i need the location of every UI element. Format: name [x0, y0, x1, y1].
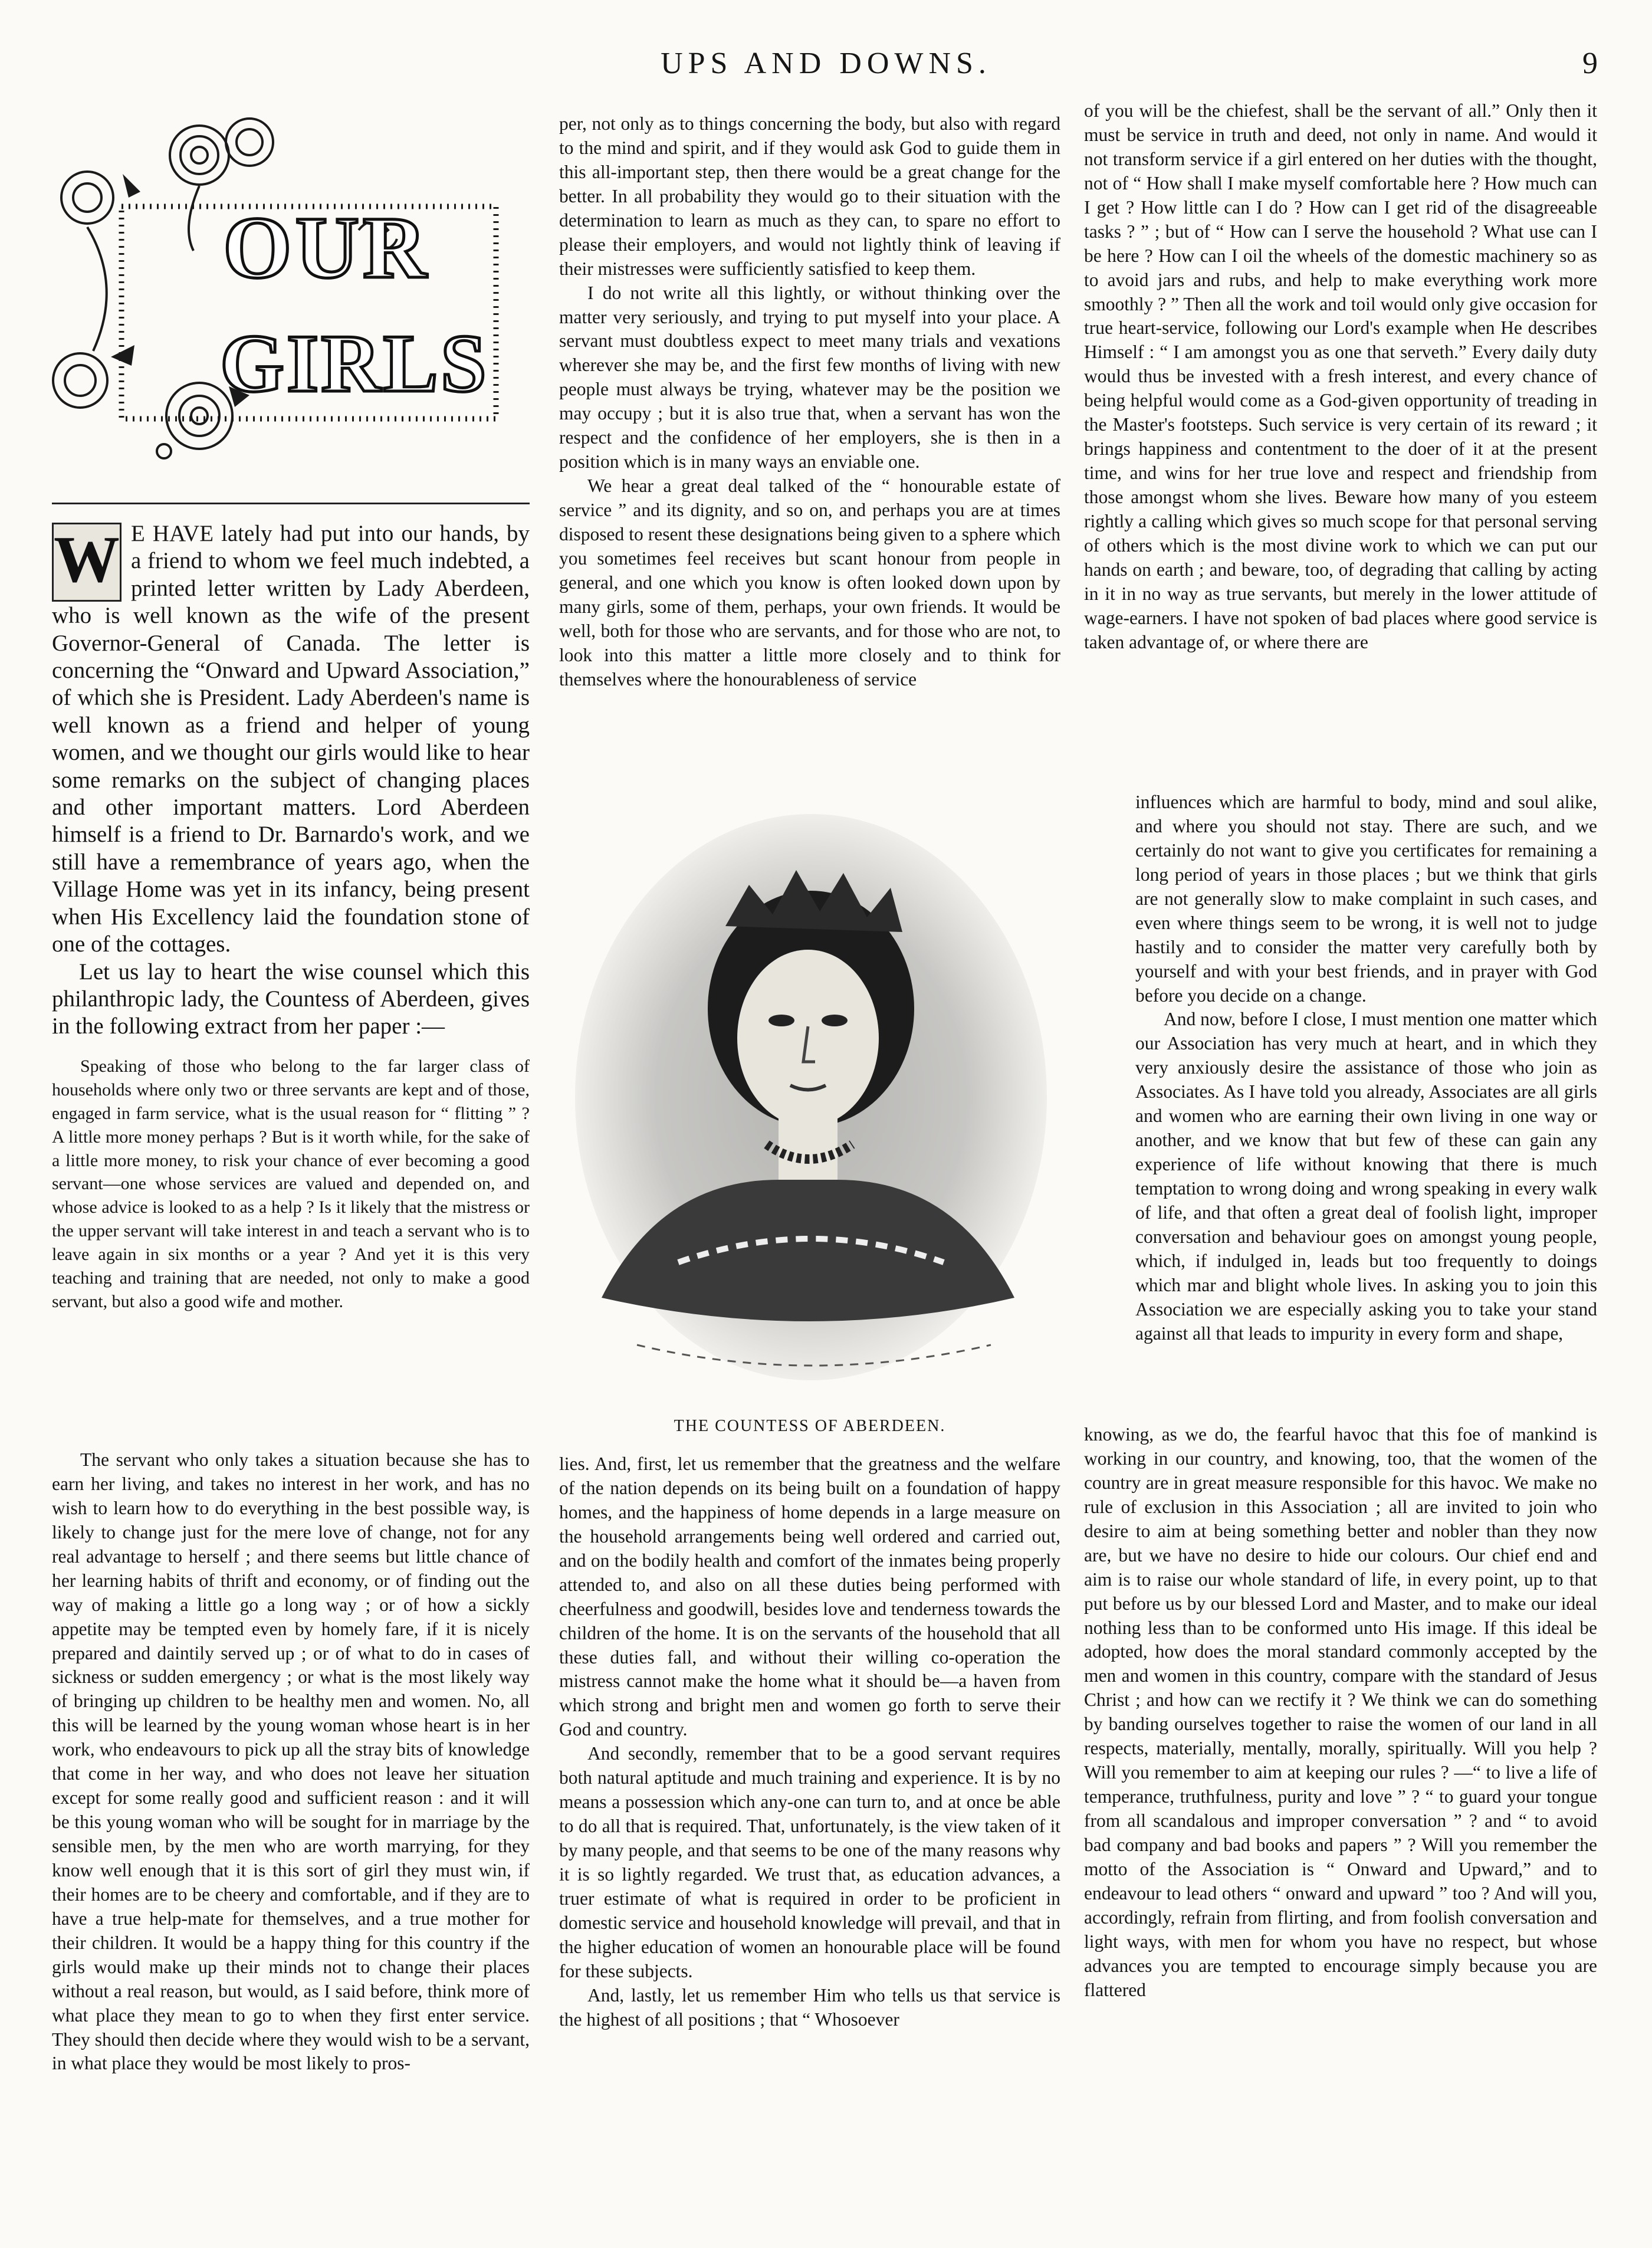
col2-top-text: [559, 112, 1060, 692]
col1-bottom-text: [52, 1448, 530, 2076]
our-girls-heading-art: [52, 109, 500, 463]
running-header: UPS AND DOWNS.: [661, 47, 991, 80]
portrait-illustration: [531, 814, 1091, 1404]
heading-rule: [52, 503, 530, 504]
col3-mid-text: [1135, 790, 1597, 1346]
col3-top-text: [1084, 99, 1597, 655]
col2-bottom-text: [559, 1452, 1060, 2032]
col2-bottom-paragraph-3: And, lastly, let us remember Him who tells us that service is the highest of all positions ; that “ Whosoever: [559, 1984, 1060, 2030]
drop-cap: W: [52, 523, 121, 602]
intro-section: [52, 520, 530, 1041]
col3-bottom-text: [1084, 1423, 1597, 2003]
col3-mid-paragraph-1: influences which are harmful to body, mind and soul alike, and where you should not stay. There are such, and we certainly do not want to give you certificates for remaining a long period of years in those places ; but we think that girls are not generally slow to make complaint in such cases, and even where things seem to be wrong, it is well not to judge hastily and to consider the matter very carefully both by yourself and with your best friends, and in prayer with God before you decide on a change.: [1135, 792, 1597, 1006]
col2-bottom-paragraph-1: lies. And, first, let us remember that the greatness and the welfare of the nation depends on its being built on a foundation of happy homes, and the happiness of home depends in a large measure on the household arrangements being well ordered and carried out, and on the bodily health and comfort of the inmates being properly attended to, and also on all these duties being performed with cheerfulness and goodwill, besides love and tenderness towards the children of the home. It is on the servants of the household that all these duties fall, and without their willing co-operation the mistress cannot make the home what it should be—a haven from which strong and bright men and women go forth to serve their God and country.: [559, 1453, 1060, 1740]
countess-portrait-icon: [531, 814, 1091, 1404]
col2-paragraph-3: We hear a great deal talked of the “ honourable estate of service ” and its dignity, and so on, and perhaps you are at times disposed to resent these designations being given to a sphere which you sometimes feel receives but scant honour from people in general, and one which you know is often looked down upon by many girls, some of them, perhaps, your own friends. It would be well, both for those who are servants, and for those who are not, to look into this matter a little more closely and to think for themselves where the honourableness of service: [559, 475, 1060, 690]
col2-bottom-paragraph-2: And secondly, remember that to be a good servant requires both natural aptitude and much training and experience. It is by no means a possession which any-one can turn to, and at once be able to do all that is required. That, unfortunately, is the view taken of it by many people, and that seems to be one of the many reasons why it is so lightly regarded. We trust that, as education advances, a truer estimate of what is required in order to be proficient in domestic service and household knowledge will prevail, and that in the higher education of women an honourable place will be found for these subjects.: [559, 1743, 1060, 1981]
floral-ornament-icon: [52, 109, 500, 463]
intro-paragraph: E HAVE lately had put into our hands, by a friend to whom we feel much indebted, a printed letter written by Lady Aberdeen, who is well known as the wife of the present Governor-General of Canada. The letter is concerning the “Onward and Upward Association,” of which she is President. Lady Aberdeen's name is well known as a friend and helper of young women, and we thought our girls would like to hear some remarks on the subject of changing places and other important matters. Lord Aberdeen himself is a friend to Dr. Barnardo's work, and we still have a remembrance of years ago, when the Village Home was yet in its infancy, being present when His Excellency laid the foundation stone of one of the cottages.: [52, 521, 530, 957]
extract-quote: [52, 1055, 530, 1314]
intro-paragraph-2: Let us lay to heart the wise counsel which this philanthropic lady, the Countess of Aberdeen, gives in the following extract from her paper :—: [52, 959, 530, 1039]
col3-bottom-paragraph: knowing, as we do, the fearful havoc that this foe of mankind is working in our country, and knowing, too, that the women of the country are in great measure responsible for this havoc. We make no rule of exclusion in this Association ; all are invited to join who desire to aim at being something better and nobler than they now are, but we have no desire to hide our colours. Our chief end and aim is to raise our whole standard of life, in every point, up to that put before us by our blessed Lord and Master, and to make our ideal nothing less than to be conformed unto His image. If this ideal be adopted, how does the moral standard commonly accepted by the men and women in this country, compare with the standard of Jesus Christ ; and how can we rectify it ? We think we can do something by banding ourselves together to raise the women of our land in all respects, materially, mentally, morally, spiritually. Will you help ? Will you remember to aim at keeping our rules ? —“ to live a life of temperance, truthfulness, purity and love ” ? “ to guard your tongue from all scandalous and improper conversation ” ? and “ to avoid bad company and bad books and papers ” ? Will you remember the motto of the Association is “ Onward and Upward,” and to endeavour to lead others “ onward and upward ” too ? And will you, accordingly, refrain from flirting, and from foolish conversation and light ways, with men for whom you have no respect, but whose advances you are tempted to encourage simply because you are flattered: [1084, 1424, 1597, 2000]
servant-paragraph: The servant who only takes a situation because she has to earn her living, and takes no interest in her work, and has no wish to learn how to do everything in the best possible way, is likely to change just for the mere love of change, not for any real advantage to herself ; and there seems but little chance of her learning habits of thrift and economy, or of finding out the way of making a little go a long way ; or of how a sickly appetite may be tempted even by homely fare, if it is nicely prepared and daintily served up ; or of what to do in cases of sickness or sudden emergency ; or what is the most likely way of bringing up children to be healthy men and women. No, all this will be learned by the young woman whose heart is in her work, who endeavours to pick up all the stray bits of knowledge that come in her way, and who does not leave her situation except for some really good and sufficient reason : and it will be this young woman who will be sought for in marriage by the sensible men, by the men who are worth marrying, for they know well enough that it is this sort of girl they must win, if their homes are to be cheery and comfortable, and if they are to have a true help-mate for themselves, and a true mother for their children. It would be a happy thing for this country if the girls would make up their minds not to change their places without a real reason, but would, as I said before, think more of what place they mean to go to when they first enter service. They should then decide where they would wish to be a servant, in what place they would be most likely to pros-: [52, 1449, 530, 2074]
heading-our: OUR: [223, 199, 431, 297]
page-number: 9: [1582, 47, 1598, 80]
col2-paragraph-1: per, not only as to things concerning the body, but also with regard to the mind and spirit, and if they would ask God to guide them in this all-important step, then there would be a great change for the better. In all probability they would go to their situation with the determination to learn as much as they can, to spare no effort to please their employers, and would not lightly think of leaving if their mistresses were sufficiently satisfied to keep them.: [559, 113, 1060, 279]
quote-paragraph: Speaking of those who belong to the far larger class of households where only two or three servants are kept and of those, engaged in farm service, what is the usual reason for “ flitting ” ? A little more money perhaps ? But is it worth while, for the sake of a little more money, to risk your chance of ever becoming a good servant—one whose services are valued and depended on, and whose advice is looked to as a help ? Is it likely that the mistress or the upper servant will take interest in and teach a servant who is to leave again in six months or a year ? And yet it is this very teaching and training that are needed, not only to make a good servant, but also a good wife and mother.: [52, 1056, 530, 1311]
col3-mid-paragraph-2: And now, before I close, I must mention one matter which our Association has very much at heart, and in which they very anxiously desire the assistance of those who join as Associates. As I have told you already, Associates are all girls and women who are earning their own living in one way or another, and we know that but few of these can gain any experience of life without knowing that there is much temptation to wrong doing and wrong speaking in every walk of life, and that often a great deal of foolish light, improper conversation and behaviour goes on amongst young people, which, if indulged in, leads but too frequently to doings which mar and blight whole lives. In asking you to join this Association we are especially asking you to take your stand against all that leads to impurity in every form and shape,: [1135, 1009, 1597, 1344]
heading-girls: GIRLS: [220, 318, 489, 409]
portrait-caption: THE COUNTESS OF ABERDEEN.: [674, 1417, 946, 1435]
col3-paragraph-1: of you will be the chiefest, shall be the servant of all.” Only then it must be service in truth and deed, not only in name. And would it not transform service if a girl entered on her duties with the thought, not of “ How shall I make myself comfortable here ? How much can I get ? How little can I do ? How can I get rid of the disagreeable tasks ? ” ; but of “ How can I serve the household ? What use can I be here ? How can I oil the wheels of the domestic machinery so as to avoid jars and rubs, and help to make everything work more smoothly ? ” Then all the work and toil would only give occasion for true heart-service, following our Lord's example when He describes Himself : “ I am amongst you as one that serveth.” Every daily duty would thus be invested with a fresh interest, and every chance of being helpful would come as a God-given opportunity of treading in the Master's footsteps. Such service is very certain of its reward ; it brings happiness and contentment to the doer of it at the present time, and wins for her true love and respect and friendship from those amongst whom she lives. Beware how many of you esteem rightly a calling which gives so much scope for that personal serving of others which is the most divine work to which we can put our hands on earth ; and beware, too, of degrading that calling by acting in it in no way as true servants, but merely in the lower attitude of wage-earners. I have not spoken of bad places where good service is taken advantage of, or where there are: [1084, 100, 1597, 652]
col2-paragraph-2: I do not write all this lightly, or without thinking over the matter very seriously, and trying to put myself into your place. A servant must doubtless expect to meet many trials and vexations wherever she may be, and the first few months of living with new people must always be trying, whatever may be the position we may occupy ; but it is also true that, when a servant has won the respect and the confidence of her employers, she is then in a position which is in many ways an enviable one.: [559, 282, 1060, 472]
